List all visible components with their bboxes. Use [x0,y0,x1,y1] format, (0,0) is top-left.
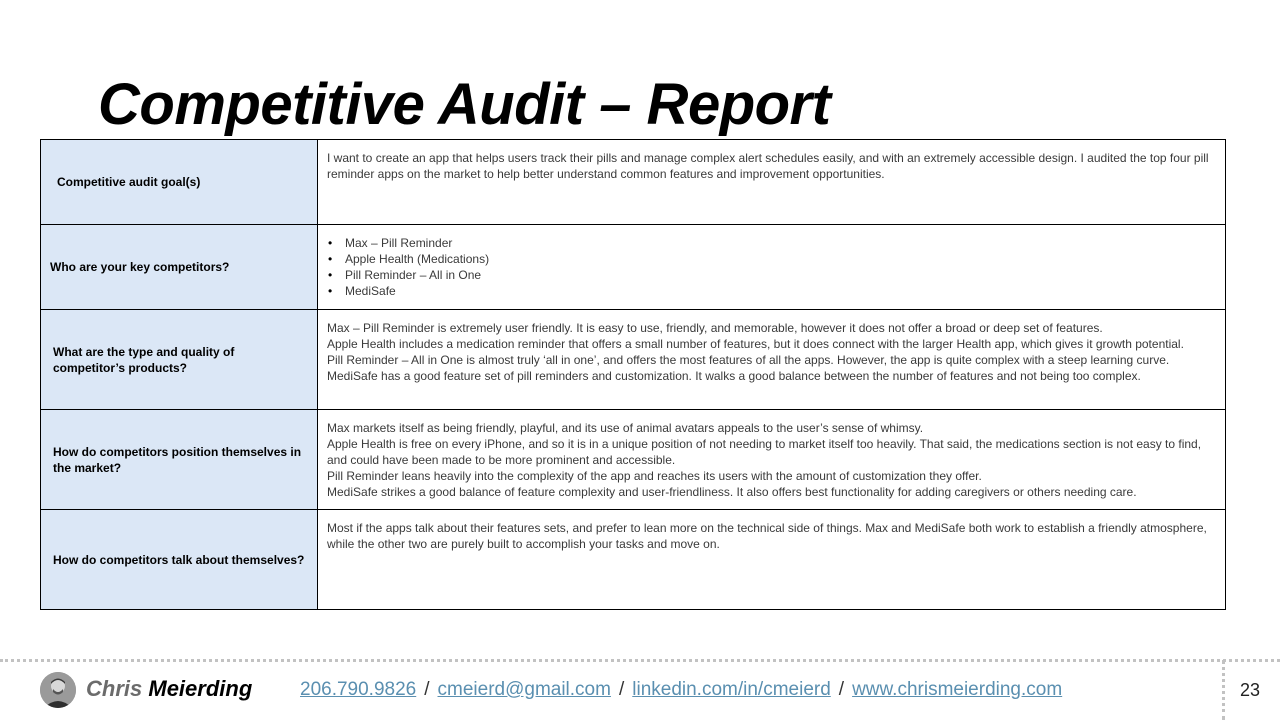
answer-text: Apple Health includes a medication reminder that offers a small number of features, but it does connect with the larger Health app, which gives it growth potential. [327,337,1184,351]
question-cell: Who are your key competitors? [41,225,318,310]
website-link[interactable]: www.chrismeierding.com [852,679,1063,700]
answer-text: Apple Health is free on every iPhone, and so it is in a unique position of not needing to market itself too heavily. That said, the medications section is not easy to find, and could have been made to be more prominent and accessible. [327,437,1202,467]
audit-table [40,139,1226,610]
answer-text: MediSafe has a good feature set of pill reminders and customization. It walks a good balance between the number of features and not being too complex. [327,369,1141,383]
answer-text: Most if the apps talk about their features sets, and prefer to lean more on the technical side of things. Max and MediSafe both work to establish a friendly atmosphere, while the other two are purely built to accomplish your tasks and move on. [327,521,1207,551]
competitor-list [327,235,1215,299]
table-row [41,310,1226,410]
question-cell: What are the type and quality of competitor’s products? [41,310,318,410]
table-row [41,510,1226,610]
table-row [41,225,1226,310]
linkedin-link[interactable]: linkedin.com/in/cmeierd [632,679,831,700]
answer-cell [318,410,1226,510]
email-link[interactable]: cmeierd@gmail.com [437,679,611,700]
list-item: • MediSafe [345,283,1215,299]
author-name [86,674,252,704]
avatar-portrait-icon [40,672,76,708]
list-item: • Max – Pill Reminder [345,235,1215,251]
page-title: Competitive Audit – Report [98,72,831,137]
answer-cell [318,140,1226,225]
table-row [41,140,1226,225]
phone-link[interactable]: 206.790.9826 [300,679,417,700]
question-cell: How do competitors talk about themselves? [41,510,318,610]
separator: / [618,679,625,700]
contact-links [300,676,1062,704]
table-row [41,410,1226,510]
list-item: • Apple Health (Medications) [345,251,1215,267]
answer-text: Pill Reminder – All in One is almost truly ‘all in one’, and offers the most features of all the apps. However, the app is quite complex with a steep learning curve. [327,353,1170,367]
answer-cell [318,225,1226,310]
answer-text: MediSafe strikes a good balance of feature complexity and user-friendliness. It also offers best functionality for adding caregivers or others needing care. [327,485,1137,499]
author-first-name: Chris [86,676,143,701]
avatar [40,672,76,708]
answer-text: I want to create an app that helps users track their pills and manage complex alert schedules easily, and with an extremely accessible design. I audited the top four pill reminder apps on the market to help better understand common features and improvement opportunities. [327,151,1209,181]
answer-cell [318,310,1226,410]
separator: / [838,679,845,700]
question-cell: How do competitors position themselves in the market? [41,410,318,510]
author-last-name: Meierding [148,676,253,701]
footer-divider [0,659,1280,662]
list-item: • Pill Reminder – All in One [345,267,1215,283]
answer-text: Max markets itself as being friendly, playful, and its use of animal avatars appeals to the user’s sense of whimsy. [327,421,924,435]
page-number: 23 [1240,680,1261,700]
answer-cell [318,510,1226,610]
answer-text: Max – Pill Reminder is extremely user friendly. It is easy to use, friendly, and memorable, however it does not offer a broad or deep set of features. [327,321,1103,335]
question-cell: Competitive audit goal(s) [41,140,318,225]
answer-text: Pill Reminder leans heavily into the complexity of the app and reaches its users with the amount of customization they offer. [327,469,982,483]
footer-vertical-divider [1222,660,1225,720]
separator: / [424,679,430,700]
